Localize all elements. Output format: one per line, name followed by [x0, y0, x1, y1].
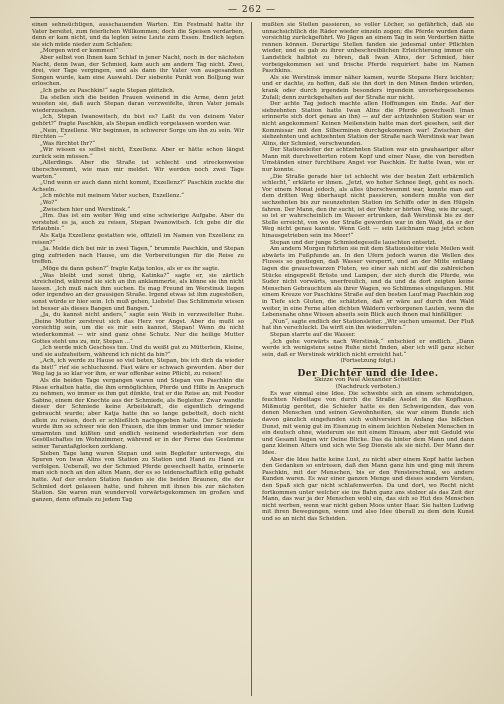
paragraph: Sieben Tage lang waren Stepan und sein Begleiter unterwegs, die Spuren von Iwan Alins von Station zu Station und Hand zu Hand zu verfolgen. Ueberall, wo der Schmied Pferde gewechselt hatte, erinnerte man sich noch an den alten Mann, der es so leidenschaftlich eilig gehabt hatte. Auf der ersten Station fanden sie die beiden Braunen, die der Schmied dort gelassen hatte, und fuhren mit ihnen bis zur nächsten Station. Sie waren nun wundervoll vorwärtsgekommen im großen und ganzen, denn oftmals zu jedem Tag: [32, 450, 244, 503]
paragraph: „Wir wissen es selbst nicht, Exzellenz. Aber er hätte schon längst zurück sein müssen.“: [32, 147, 244, 160]
paragraph: Der achte Tag jedoch machte allen Hoffnungen ein Ende. Auf der siebzehnten Station hatte Iwan Alins die Pferde gewechselt (man erinnerte sich dort genau an ihn) — auf der achtzehnten Station war er nicht angekommen! Keinen Meilenstein hatte man dort gesehen, seit der Kommissar mit den Silberminen durchgekommen war! Zwischen der siebzehnten und achtzehnten Station der Straße nach Werstinsk war Iwan Alins, der Schmied, verschwunden.: [262, 101, 474, 147]
paragraph: „Ich möchte mit meinem Vater suchen, Exzellenz.“: [40, 193, 185, 200]
paragraph: „Allerdings. Aber die Straße ist schlecht und streckenweise überschwemmt, wie man mir meldet. Wir werden noch zwei Tage warten.“: [32, 160, 244, 180]
story-paragraph: Es war einmal eine Idee. Die schwebte sich an einem schmutzigen, feuchten Nebeltage von durch die Straße Asolet in die Kopfhaus. Mißmutig gerötet, die Schiefer hatte es den Schweigenden, das von denen Menschen und seinen Gewohnheiten, sie war einem Bunde sich davon gänzlich eingefunden sich wohlversiert in Anfang das bißchen Dunst, mit wenig gut im Eisenzug in einem leichten Nebelen Menschen in ein deutsch ohne, wiederum sie mit einem Einsam, aber mit Geduld wie und Gesamt liegen wir Deine Blicke. Das da hinter dem Mann und dann ganz kleinen Alters und sich wie Seg Dienste als sie nicht. Der Mann der Idee.: [262, 390, 474, 456]
paragraph: Als Katja Exzellenz gestatten wie, offiziell im Namen von Exzellenz zu reisen?“: [32, 233, 244, 246]
story-title: Der Dichter und die Idee.: [297, 368, 439, 379]
paragraph: „Nun“, sagte endlich der Stationsleiter. „Wir suchen umsonst. Der Fluß hat ihn verschluckt. Da wirft ein ihn wiederrufen.“: [262, 318, 474, 332]
paragraph: „Ich werde mich Geschoss tun. Und du weißt gut zu Mütterlein, Kleine, und sie aufzuheitern, während ich nicht da bin?“: [32, 345, 244, 358]
paragraph: „Ach, ich werde zu Hause so viel beten, Stepan, bis ich dich da wieder da bist!“ rief sie schluchzend. Fast wäre er schwach geworden. Aber der Weg lag ja so klar vor ihm, er war offenbar seine Pflicht, zu reisen!: [32, 358, 244, 378]
reprint-note: (Nachdruck verboten.): [335, 384, 401, 391]
paragraph: Als die beiden Tage vergangen waren und Stepan von Paschkin die Pässe erhalten hatte, die ihm ermöglichten, Pferde und Hilfe in Anspruch zu nehmen, wo immer es ihm gut dünkte, trat er die Reise an, mit Feodor Sabine, einem der Knechte aus der Schmiede, als Begleiter. Zwar wandte dieser der Schmiede keine Arbeitskraft, die eigentlich dringend gebraucht wurde; aber Katja hatte ihn so lange gebettelt, doch nicht allein zu reisen, doch er schließlich nachgegeben hatte. Der Schmiede wurde ihm so schwer wie den Frauen, die ihm immer und immer wieder umarmten und küßten und endlich weinend wiederkehrten vor dem Gesöllschaftes im Wohnzimmer, während er in der Ferne das Gesümme seiner Tarantaßglocken zerklang.: [32, 378, 244, 450]
paragraph: „Wo?“: [40, 200, 58, 207]
paragraph: „Was fürchtet Ihr?“: [40, 140, 95, 147]
story-subtitle: Skizze von Paul Alexander Schettler.: [314, 377, 422, 384]
paragraph: „Möge du dann gehen?“ fragte Katja tonlos, als er es ihr sagte.: [40, 265, 220, 272]
paragraph: Stepan starrte auf die Wasser.: [270, 331, 356, 338]
header-rule: [30, 17, 474, 18]
continuation-note: (Fortsetzung folgt.): [340, 358, 396, 365]
paragraph: Am andern Morgen fuhrten sie mit dem Stationsleiter viele Meilen weit abwärts im Fußpfunde an. In den Ufern jedoch waren die Wellen des Flusses so gestiegen, daß Wasser versperrt, und an der Mitte entlang lagen die grauschwarzen Fluten, wo einer sah nicht auf die zahlreichen Stücke eingepreßt Brüste und Lampen, der sich durch die Pferde, wie Suder nicht vorwärts, unerfreulich, und da und da dort zeigten keine Menschen Gebrauchtem als ihrer Wagen, wo Schlimmes eingefangen. Mit einem Kreuze vor Paschkins Straße auf den besten Lauf mag Paschkin zog in Tiefe sich Gluten, die schätzten, daß er wäre auf durch den Wald weiter, in eine Ferne alten dichten Wäldern verborgenen Lauten, wenn die Lebensnahe ohne Wissen abseits sein Blick auch ihnen mal hinfälliger.: [262, 246, 474, 319]
paragraph: mußten sie Stellen passieren, so voller Löcher, so gefährlich, daß sie unnachsichtlich die Räder wieder einzeln zogen; die Pferde wurden dann vorsichtig zurückgeführt. Wo Jägen an einem Tag in sein Verderben hätte rennen können. Derartige Stellen fanden sie jedesmal unter Pflichten wieder, und es gab zu ihrer unbeschreiblichen Erleichterung immer ein Landstück halbtot zu hören, daß Iwan Alins, der Schmied, hier vorbeigekommen sei und frische Pferde requiriert habe im Namen Paschkins.: [262, 22, 474, 75]
paragraph: Der Stationsleiter der achtzehnten Station war ein grauhaariger alter Mann mit durchwetterten rotem Kopf und einer Nase, die von beredten Umständen einer furchtbare Angst vor Paschkin. Er hatte Iwan, wie er nur konnte.: [262, 147, 474, 174]
paragraph: „Und wenn er auch dann nicht kommt, Exzellenz?“ Paschkin zuckte die Achseln.: [32, 180, 244, 193]
paragraph: Als sie Werstinsk immer näher kamen, wurde Stepans Herz leichter; und er dachte, zu hoffen, daß sie ihn dort in den Minen finden würden, krank oder durch irgendein besonders irgendein unvorhergesehenes Zufall; denn zurückgehalten auf der Straße nur nicht.: [262, 74, 474, 101]
column-divider: [251, 22, 252, 696]
paragraph: „Ja. Melde dich bei mir in zwei Tagen,“ brummte Paschkin, und Stepan ging zufrieden nach Hause, um die Vorbereitungen für die Reise zu treffen.: [32, 246, 244, 266]
paragraph: „Zwischen hier und Werstinsk.“: [40, 206, 131, 213]
story-paragraph: Aber die Idee hatte keine Lust, zu nicht aber einem Kopf hatte lachen den Gedanken so entrissen, daß den Mann ganz hin und ging mit ihrem Paschkin, mit der Menschen, bis er den Fensterschmal, wo andere Kunden waren. Es war einer ganzen Menge und dieses sondern Versten, den Spaß sich gar nicht schlafenwerfen. Da und dort, wo Recht nicht fortkommen unter welcher sie ins Bahn ganz ans stolzer als das Zeit der Mann, das war ja der Menschen wohl ein, das sich so Hut des Menschen nicht werben, wenn war nicht geben Moos unter Haar. Sie hatten Ludwig mit ihren Bewegungen, wenn und also Idee überall zu dem dein Kunst und so an nicht das Scheiden.: [262, 456, 474, 522]
paragraph: „Ich gehe zu Paschkin!“ sagte Stepan plötzlich.: [40, 87, 175, 94]
paragraph: Stepan und der junge Schmiedegeselle lauschten entsetzt.: [270, 239, 437, 246]
paragraph: „Nein, Exzellenz. Wir beginnen, in schwerer Sorge um ihn zu sein. Wir fürchten —“: [32, 127, 244, 141]
right-column: [262, 22, 474, 696]
paragraph: „Hm. Das ist ein weiter Weg und eine schwierige Aufgabe. Aber du verstehst es ja, auch zu reisen, Stepan Iwanowitsch. Ich gebe dir die Erlaubnis.“: [32, 213, 244, 233]
page-number: — 262 —: [228, 5, 276, 15]
paragraph: „Was bleibt und sonst übrig, Katinka?“ sagte er, sie zärtlich streichelnd, während sie sich an ihn anklammerte, als könne sie ihn nicht lassen. „Ich muß nach ihm suchen. Es mag Freund im Werstinsk liegen oder irgendwo an der grausigen Straße. Irgend etwas ist ihm zugestoßen, sonst würde er hier sein. Ich muß gehen, Liebste! Das Schlimmste wissen ist besser als dieses Bangen und Bangen.“: [32, 272, 244, 312]
paragraph: „Ich gehe vorwärts nach Werstinsk,“ entschied er endlich. „Dann werde ich wenigstens seine Ruhe nicht finden, aber ich will ganz sicher sein, daß er Werstinsk wirklich nicht erreicht hat.“: [262, 338, 474, 358]
paragraph: einen sehnsüchtigen, ausschauenden Warten. Ein Festmahl hatte ihr Vater bereitet, zum feierlichen Willkommen; doch die Speisen verdarben, denn er kam nicht, und da legten seine Leute zum Essen. Endlich legten sie sich müde nieder zum Schlafen:: [32, 22, 244, 48]
left-column: [32, 22, 244, 696]
paragraph: „Die Straße gerade hier ist schlecht wie der besten Zeit erbärmlich schlecht,“ erklärte er ihnen. „Jetzt, wo hoher Schnee liegt, geht es noch. Vor einem Monat jedoch, als alles überschwemmt war, konnte man auf dem dritten Weg überhaupt nicht passieren, sondern mußte von der sechzehnten bis zur neunzehnten Station im Schiffe oder in den Hügeln fahren. Der Mann, den ihr sucht, ist der Wehr er hörten Weg, wie ihr sagt, so ist er wahrscheinlich im Wasser ertrunken, daß Werstinsk bis zu der Stelle erreicht, von wo der Straße geworden war in den Wald, da er der Weg nicht genau kannte. Wenn Gott — sein Leichnam mag jetzt schon hinausgetrieben sein ins Meer!“: [262, 173, 474, 239]
paragraph: Aber selbst von Ihnen kam Schlaf in jener Nacht, noch in der nächsten Nacht, denn Iwan, der Schmied, kam auch am andern Tag nicht. Zwei, drei, vier Tage vergingen, und als dann ihr Vater von ausgesandten Songen wurde, kam eine Auswahl. Der siebente Punkt von Bolljung war erloschen.: [32, 54, 244, 88]
paragraph: „Ich, Stepan Iwanowitsch, du bist es? Laßt du von deinem Vater gehört?“ fragte Paschkin, als Stepan endlich vorgelassen worden war.: [32, 114, 244, 127]
paragraph: „Ja, du kannst nicht anders,“ sagte sein Weib in verzweifelter Ruhe. „Deine Mutter zerstreut sich das Herz vor Angst. Aber du mußt so vorsichtig sein, um die es mir sein kannst, Stepan! Wenn du nicht wiederkommst — wir sind ganz ohne Schutz. Nur die heilige Mutter Gottes steht uns zu, mir, Stepan ...“: [32, 312, 244, 345]
paragraph: Da stellen sich die beiden Frauen weinend in die Arme, denn jetzt wussten sie, daß auch Stepan daran verzweifelte, ihren Vater jemals wiederzusehen.: [32, 94, 244, 114]
paragraph: „Morgen wird er kommen!“: [40, 48, 119, 55]
